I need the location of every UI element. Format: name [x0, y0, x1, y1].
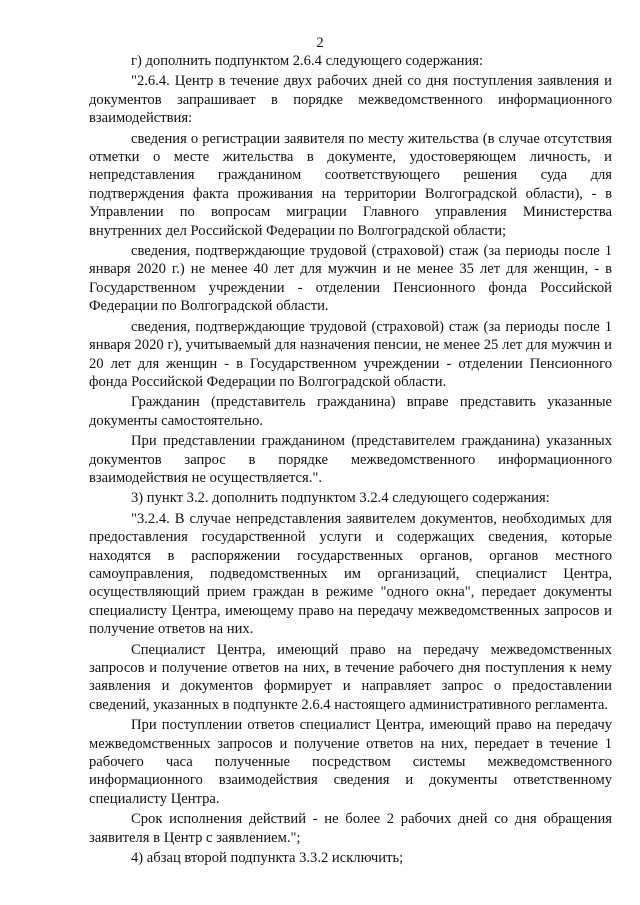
paragraph-3-2-4: "3.2.4. В случае непредставления заявителем документов, необходимых для предоставления государственной услуги и содержащих сведения, которые находятся в распоряжении государственных органов, органов местного самоуправления, подведомственных им организаций, специалист Центра, осуществляющий прием граждан в режиме "одного окна", передает документы специалисту Центра, имеющему право на передачу межведомственных запросов и получение ответов на них.: [89, 510, 612, 638]
paragraph-item-3: 3) пункт 3.2. дополнить подпунктом 3.2.4 следующего содержания:: [131, 490, 550, 507]
paragraph-registration-info: сведения о регистрации заявителя по месту жительства (в случае отсутствия отметки о месте жительства в документе, удостоверяющем личность, и непредставления гражданином соответствующего решения суда для подтверждения факта проживания на территории Волгоградской области), - в Управлении по вопросам миграции Главного управления Министерства внутренних дел Российской Федерации по Волгоградской области;: [89, 130, 612, 239]
paragraph-item-4: 4) абзац второй подпункта 3.3.2 исключить;: [131, 850, 404, 867]
paragraph-item-g: г) дополнить подпунктом 2.6.4 следующего содержания:: [131, 53, 484, 69]
paragraph-answers-transfer: При поступлении ответов специалист Центра, имеющий право на передачу межведомственных запросов и получение ответов на них, передает в течение 1 рабочего часа полученные посредством системы межведомственного информационного взаимодействия сведения и документы ответственному специалисту Центра.: [89, 717, 612, 807]
paragraph-specialist-request: Специалист Центра, имеющий право на передачу межведомственных запросов и получение ответов на них, в течение рабочего дня поступления к нему заявления и документов формирует и направляет запрос о предоставлении сведений, указанных в подпункте 2.6.4 настоящего административного регламента.: [89, 641, 612, 713]
paragraph-no-request: При представлении гражданином (представителем гражданина) указанных документов запрос в порядке межведомственного информационного взаимодействия не осуществляется.".: [89, 433, 612, 486]
document-body: [89, 52, 612, 869]
paragraph-work-experience-25-20: сведения, подтверждающие трудовой (страховой) стаж (за периоды после 1 января 2020 г), учитываемый для назначения пенсии, не менее 25 лет для мужчин и 20 лет для женщин - в Государственном учреждении - отделении Пенсионного фонда Российской Федерации по Волгоградской области.: [89, 318, 612, 390]
paragraph-self-submission: Гражданин (представитель гражданина) вправе представить указанные документы самостоятельно.: [89, 394, 612, 429]
paragraph-deadline: Срок исполнения действий - не более 2 рабочих дней со дня обращения заявителя в Центр с заявлением.";: [89, 811, 612, 846]
paragraph-work-experience-40-35: сведения, подтверждающие трудовой (страховой) стаж (за периоды после 1 января 2020 г.) не менее 40 лет для мужчин и не менее 35 лет для женщин, - в Государственном учреждении - отделении Пенсионного фонда Российской Федерации по Волгоградской области.: [89, 243, 612, 315]
page-number: 2: [316, 35, 324, 51]
paragraph-2-6-4-intro: "2.6.4. Центр в течение двух рабочих дней со дня поступления заявления и документов запрашивает в порядке межведомственного информационного взаимодействия:: [89, 73, 612, 127]
